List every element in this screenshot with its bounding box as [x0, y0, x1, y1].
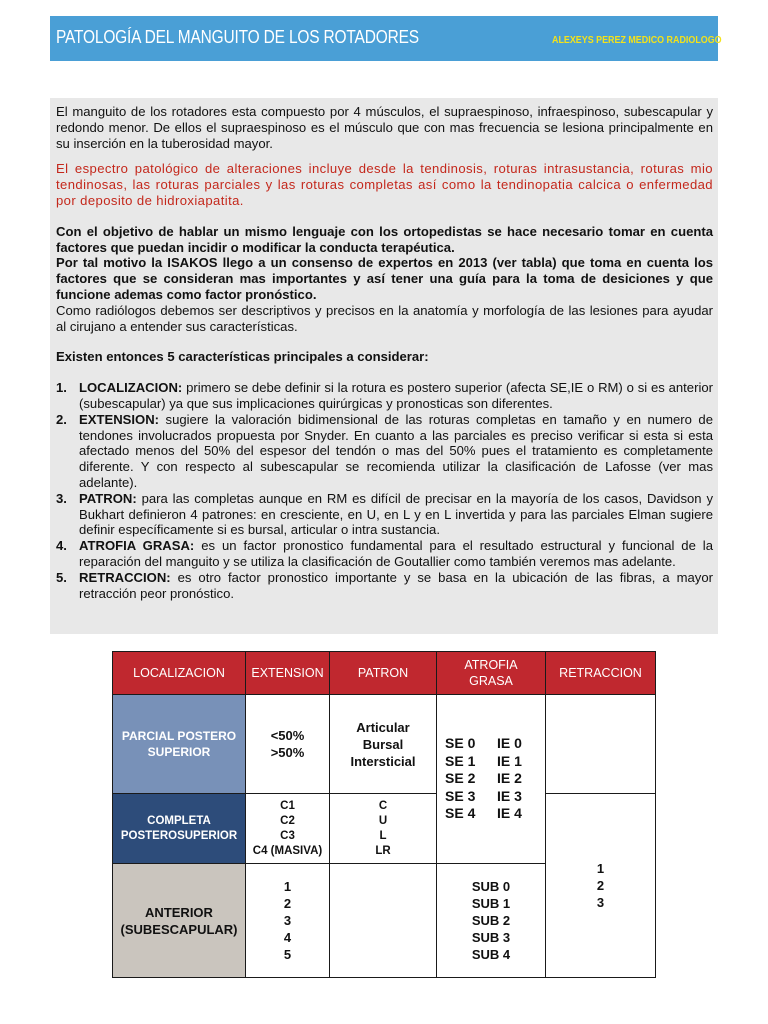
cell-retraccion: 1 2 3 [546, 794, 656, 978]
list-item: 1. LOCALIZACION: primero se debe definir si la rotura es postero superior (afecta SE,IE o RM) o si es anterior (subescapular) ya que sus implicaciones quirúrgicas y pronosticas son diferentes. [56, 380, 713, 411]
cell-extension-anterior: 1 2 3 4 5 [246, 864, 330, 978]
header-extension: EXTENSION [246, 652, 330, 695]
cell-atrofia-posterosuperior: SE 0 IE 0 SE 1 IE 1 SE 2 IE 2 SE 3 IE 3 SE 4 IE 4 [437, 695, 546, 864]
title-banner [50, 16, 722, 61]
list-item: 4. ATROFIA GRASA: es un factor pronostico fundamental para el resultado estructural y funcional de la reparación del manguito y se utiliza la clasificación de Goutallier como también veremos mas adelante. [56, 538, 713, 569]
isakos-paragraph: Por tal motivo la ISAKOS llego a un consenso de expertos en 2013 (ver tabla) que toma en cuenta los factores que se consideran mas importantes y así tener una guía para la toma de desiciones y que funcione ademas como factor pronóstico. [56, 255, 713, 302]
cell-atrofia-subescapular: SUB 0 SUB 1 SUB 2 SUB 3 SUB 4 [437, 864, 546, 978]
header-retraccion: RETRACCION [546, 652, 656, 695]
characteristics-heading: Existen entonces 5 características principales a considerar: [56, 349, 429, 365]
header-patron: PATRON [330, 652, 437, 695]
radiologist-paragraph: Como radiólogos debemos ser descriptivos y precisos en la anatomía y morfología de las lesiones para ayudar al cirujano a entender sus características. [56, 302, 713, 334]
author-credit: ALEXEYS PEREZ MEDICO RADIOLOGO [552, 34, 722, 46]
description-box [50, 98, 718, 634]
cell-patron-parcial: Articular Bursal Intersticial [330, 695, 437, 794]
list-item: 3. PATRON: para las completas aunque en RM es difícil de precisar en la mayoría de los casos, Davidson y Bukhart definieron 4 patrones: en cresciente, en U, en L y en L invertida y para las parciales Elman sugiere definir específicamente si es bursal, articular o intra sustancia. [56, 490, 713, 538]
header-localizacion: LOCALIZACION [113, 652, 246, 695]
header-atrofia: ATROFIA GRASA [437, 652, 546, 695]
cell-patron-completa: C U L LR [330, 794, 437, 864]
isakos-table [112, 651, 656, 978]
row-label-anterior: ANTERIOR (SUBESCAPULAR) [113, 864, 246, 978]
characteristics-list [56, 380, 713, 601]
page-title: PATOLOGÍA DEL MANGUITO DE LOS ROTADORES [56, 27, 419, 47]
list-item: 2. EXTENSION: sugiere la valoración bidimensional de las roturas completas en tamaño y en numero de tendones involucrados propuesta por Snyder. En cuanto a las parciales es preciso verificar si esta si esta afectado menos del 50% del espesor del tendón o mas del 50% pues el tratamiento es completamente diferente. Y con respecto al subescapular se recomienda utilizar la clasificación de Lafosse (ver mas adelante). [56, 411, 713, 490]
objective-paragraph: Con el objetivo de hablar un mismo lenguaje con los ortopedistas se hace necesario tomar en cuenta factores que puedan incidir o modificar la conducta terapéutica. [56, 223, 713, 255]
list-item: 5. RETRACCION: es otro factor pronostico importante y se basa en la ubicación de las fibras, a mayor retracción peor pronóstico. [56, 569, 713, 601]
row-label-completa: COMPLETA POSTEROSUPERIOR [113, 794, 246, 864]
cell-extension-completa: C1 C2 C3 C4 (MASIVA) [246, 794, 330, 864]
intro-paragraph: El manguito de los rotadores esta compuesto por 4 músculos, el supraespinoso, infraespinoso, subescapular y redondo menor. De ellos el supraespinoso es el músculo que con mas frecuencia se lesiona principalmente en su inserción en la tuberosidad mayor. [56, 104, 713, 151]
cell-retraccion-empty [546, 695, 656, 794]
spectrum-paragraph: El espectro patológico de alteraciones incluye desde la tendinosis, roturas intrasustancia, roturas mio tendinosas, las roturas parciales y las roturas completas así como la tendinopatia calcica o enfermedad por deposito de hidroxiapatita. [56, 161, 713, 208]
cell-extension-parcial: <50% >50% [246, 695, 330, 794]
cell-patron-anterior-empty [330, 864, 437, 978]
row-label-parcial: PARCIAL POSTERO SUPERIOR [113, 695, 246, 794]
